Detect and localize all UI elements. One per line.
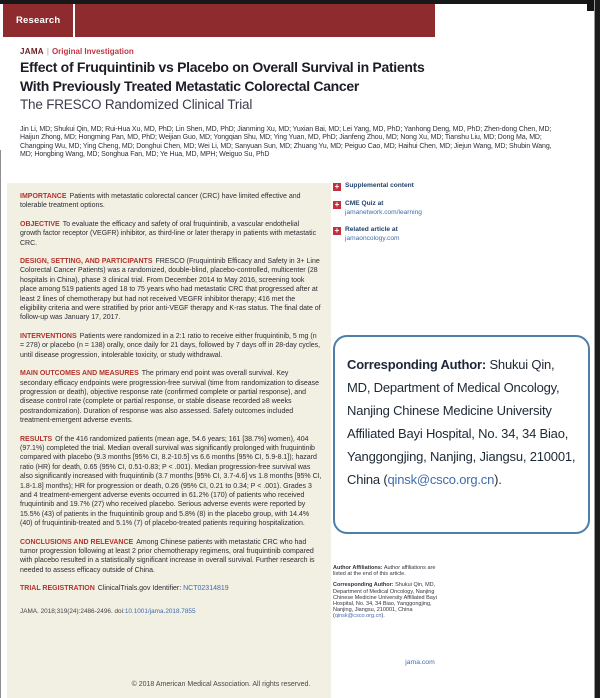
- link-url: jamanetwork.com/learning: [345, 208, 422, 216]
- link-label: Supplemental content: [345, 182, 414, 189]
- plus-icon: +: [334, 226, 340, 236]
- abstract-section-results: [20, 435, 322, 529]
- related-article-link[interactable]: [333, 226, 583, 243]
- scan-left-edge: [0, 150, 1, 698]
- supplemental-content-link[interactable]: [333, 182, 583, 191]
- section-text: Patients were randomized in a 2:1 ratio to receive either fruquintinib, 5 mg (n = 278) or placebo (n = 138) orally, once daily for 21 days, followed by 7 days off in 28-day cycles, until disease progression, intolerable toxicity, or study withdrawal.: [20, 332, 321, 359]
- section-text: Of the 416 randomized patients (mean age, 54.6 years; 161 [38.7%] women), 404 (97.1%) completed the trial. Median overall survival was significantly prolonged with fruquintinib compared with placebo (9.3 months [95% CI, 8.2-10.5] vs 6.6 months [95% CI, 5.9-8.1]); hazard ratio (HR) for death, 0.65 (95% CI, 0.51-0.83; P < .001). Median progression-free survival was also significantly increased with fruquintinib (3.7 months [95% CI, 3.7-4.6] vs 1.8 months [95% CI, 1.8-1.8] months); HR for progression or death, 0.26 (95% CI, 0.21 to 0.34; P < .001). Grades 3 and 4 treatment-emergent adverse events occurred in 61.2% (170) of patients who received fruquintinib and 19.7% (27) who received placebo. Serious adverse events were reported by 15.5% (43) of patients in the fruquintinib group and 5.8% (8) in the placebo group, with 14.4% (40) of fruquintinib-treated and 5.1% (7) of placebo-treated patients requiring hospitalization.: [20, 435, 322, 528]
- affiliations-text: Author affiliations are listed at the end of this article.: [333, 565, 436, 578]
- abstract-section-conclusions: [20, 538, 322, 576]
- corresponding-note-label: Corresponding Author:: [333, 582, 394, 589]
- section-label: IMPORTANCE: [20, 193, 67, 200]
- abstract-section-objective: [20, 220, 322, 248]
- abstract-box: [7, 183, 331, 698]
- abstract-section-importance: [20, 192, 322, 211]
- corresponding-author-text: Shukui Qin, MD, Department of Medical Oncology, Nanjing Chinese Medicine University Affiliated Bayi Hospital, No. 34, 34 Biao, Yanggongjing, Nanjing, Jiangsu, 210001, China (: [347, 357, 576, 487]
- section-label: CONCLUSIONS AND RELEVANCE: [20, 538, 134, 546]
- section-text: FRESCO (Fruquintinib Efficacy and Safety in 3+ Line Colorectal Cancer Patients) was a randomized, double-blind, placebo-controlled, multicenter (28 hospitals in China), phase 3 clinical trial. From December 2014 to May 2016, screening took place among 519 patients aged 18 to 75 years who had metastatic CRC that progressed after at least 2 lines of chemotherapy but had not received VEGFR inhibitor therapy; 416 met the eligibility criteria and were stratified by prior anti-VEGF therapy and K-ras status. The final date of follow-up was January 17, 2017.: [20, 258, 321, 322]
- section-text: Patients with metastatic colorectal cancer (CRC) have limited effective and tolerable treatment options.: [20, 193, 301, 210]
- affiliations-label: Author Affiliations:: [333, 565, 383, 571]
- abstract-section-interventions: [20, 332, 322, 360]
- article-kicker: [20, 47, 134, 56]
- link-url: jamaoncology.com: [345, 234, 400, 242]
- section-label: TRIAL REGISTRATION: [20, 585, 95, 593]
- abstract-section-outcomes: [20, 369, 322, 425]
- copyright-notice: © 2018 American Medical Association. All rights reserved.: [131, 681, 311, 688]
- title-line-1: Effect of Fruquintinib vs Placebo on Overall Survival in Patients: [20, 59, 425, 75]
- section-text: ClinicalTrials.gov Identifier:: [97, 585, 184, 593]
- section-label: INTERVENTIONS: [20, 332, 77, 340]
- section-text: To evaluate the efficacy and safety of oral fruquintinib, a vascular endothelial growth factor receptor (VEGFR) inhibitor, as third-line or later therapy in patients with metastatic CRC.: [20, 220, 317, 247]
- email-link-small[interactable]: qinsk@csco.org.cn: [334, 613, 382, 620]
- jama-com-link[interactable]: jama.com: [405, 659, 435, 666]
- journal-name: JAMA: [20, 47, 44, 56]
- abstract-section-design: [20, 257, 322, 323]
- related-links-sidebar: [333, 182, 583, 252]
- corresponding-author-suffix: ).: [494, 472, 502, 487]
- corresponding-note-suffix: ).: [381, 613, 385, 620]
- corresponding-note-text: Shukui Qin, MD, Department of Medical Oncology, Nanjing Chinese Medicine University Affiliated Bayi Hospital, No. 34, 34 Biao, Yanggongjing, Nanjing, Jiangsu, 210001, China (: [333, 582, 437, 620]
- plus-icon: +: [334, 182, 340, 191]
- footnotes: [333, 565, 447, 625]
- author-list: Jin Li, MD; Shukui Qin, MD; Rui-Hua Xu, MD, PhD; Lin Shen, MD, PhD; Jianming Xu, MD; Yuxian Bai, MD; Lei Yang, MD, PhD; Yanhong Deng, MD, PhD; Zhen-dong Chen, MD; Haijun Zhong, MD; Hongming Pan, MD, PhD; Weijian Guo, MD; Yongqian Shu, MD; Ying Yuan, MD, PhD; Jianfeng Zhou, MD; Nong Xu, MD; Tianshu Liu, MD; Dong Ma, MD; Changping Wu, MD; Ying Cheng, MD; Donghui Chen, MD; Wei Li, MD; Sanyuan Sun, MD; Zhuang Yu, MD; Peiguo Cao, MD; Haihui Chen, MD; Jiejun Wang, MD; Shubin Wang, MD; Hongbing Wang, MD; Songhua Fan, MD; Ye Hua, MD, MPH; Weiguo Su, PhD: [20, 126, 552, 158]
- citation-line: [20, 608, 322, 615]
- link-label: CME Quiz at jamanetwork.com/learning: [345, 200, 422, 216]
- scan-right-edge: [594, 0, 600, 698]
- link-label: Related article at jamaoncology.com: [345, 226, 400, 242]
- author-affiliations-note: [333, 565, 447, 577]
- article-title: [20, 58, 580, 95]
- corresponding-author-box: [333, 335, 590, 534]
- corresponding-author-label: Corresponding Author:: [347, 357, 487, 372]
- article-category-link[interactable]: Original Investigation: [51, 47, 134, 56]
- section-label: DESIGN, SETTING, AND PARTICIPANTS: [20, 258, 153, 266]
- doi-link[interactable]: 10.1001/jama.2018.7855: [124, 607, 196, 615]
- trial-id-link[interactable]: NCT02314819: [183, 585, 229, 593]
- kicker-separator: |: [46, 47, 49, 56]
- journal-banner: [3, 4, 435, 37]
- research-tab[interactable]: Research: [3, 4, 75, 37]
- plus-icon: +: [334, 200, 340, 209]
- citation-text: JAMA. 2018;319(24):2486-2496. doi:: [20, 607, 125, 615]
- cme-quiz-link[interactable]: [333, 200, 583, 217]
- trial-registration: [20, 584, 322, 593]
- section-label: RESULTS: [20, 435, 53, 443]
- corresponding-author-note: [333, 582, 447, 619]
- section-text: The primary end point was overall survival. Key secondary efficacy endpoints were progression-free survival (time from randomization to disease progression or death), objective response rate (confirmed complete or partial response), and disease control rate (complete or partial response, or stable disease recorded ≥8 weeks postrandomization). Duration of response was also assessed. Safety outcomes included treatment-emergent adverse events.: [20, 370, 320, 425]
- section-label: MAIN OUTCOMES AND MEASURES: [20, 370, 139, 378]
- section-label: OBJECTIVE: [20, 220, 60, 228]
- section-text: Among Chinese patients with metastatic CRC who had tumor progression following at least 2 prior chemotherapy regimens, oral fruquintinib compared with placebo resulted in a statistically significant increase in overall survival. Further research is needed to assess efficacy outside of China.: [20, 538, 315, 574]
- email-link[interactable]: qinsk@csco.org.cn: [387, 472, 495, 487]
- article-subtitle: The FRESCO Randomized Clinical Trial: [20, 97, 253, 112]
- title-line-2: With Previously Treated Metastatic Colorectal Cancer: [20, 77, 360, 94]
